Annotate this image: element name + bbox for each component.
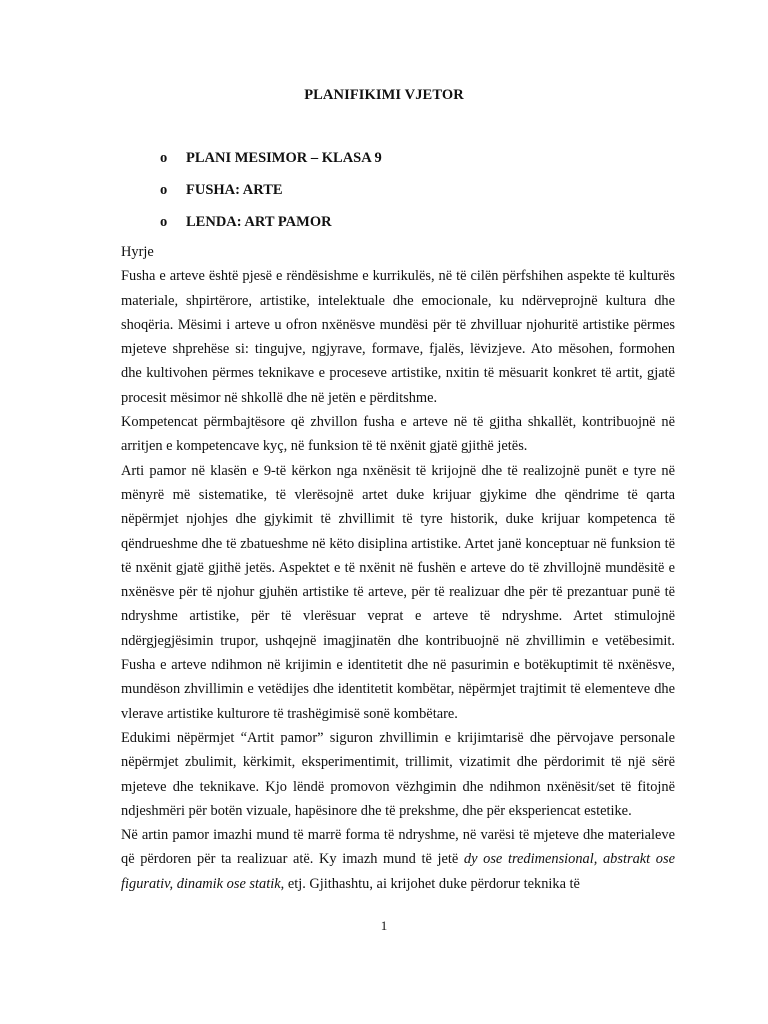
header-list [160,150,382,246]
document-title: PLANIFIKIMI VJETOR [304,87,464,103]
document-body [121,240,675,896]
bullet-marker: o [160,182,168,198]
header-item-field [160,182,382,214]
paragraph-4: Edukimi nëpërmjet “Artit pamor” siguron zhvillimin e krijimtarisë dhe përvojave personale nëpërmjet zbulimit, kërkimit, eksperimentimit, trillimit, vizatimit dhe përdorimit të një sërë mjeteve dhe teknikave. Kjo lëndë promovon vëzhgimin dhe ndihmon nxënësit/set të fitojnë ndjeshmëri për botën vizuale, hapësinore dhe të prekshme, dhe për eksperiencat estetike. [121,729,675,819]
paragraph-5 [121,823,675,896]
section-heading: Hyrje [121,244,154,260]
page-number: 1 [380,918,388,933]
paragraph-3: Arti pamor në klasën e 9-të kërkon nga nxënësit të krijojnë dhe të realizojnë punët e tyre në mënyrë më sistematike, të vlerësojnë artet duke krijuar gjykime dhe qëndrime të qarta nëpërmjet njohjes dhe gjykimit të zhvillimit të tyre historik, duke krijuar kompetenca të qëndrueshme dhe të zbatueshme në këto disiplina artistike. Artet janë konceptuar në funksion të të nxënit gjatë gjithë jetës. Aspektet e të nxënit në fushën e arteve do të zhvillojnë mundësitë e nxënësve për të njohur gjuhën artistike të arteve, për të realizuar dhe për të prezantuar punë të ndryshme artistike, për të vlerësuar veprat e arteve të ndryshme. Artet stimulojnë ndërgjegjësimin trupor, ushqejnë imagjinatën dhe kontribuojnë në zhvillimin e vetëbesimit. Fusha e arteve ndihmon në krijimin e identitetit dhe në pasurimin e botëkuptimit të nxënësve, mundëson zhvillimin e vetëdijes dhe identitetit kombëtar, nëpërmjet trajtimit të elementeve dhe vlerave artistike kulturore të trashëgimisë sonë kombëtare. [121,462,675,722]
header-item-text: FUSHA: ARTE [186,182,283,198]
paragraph-5-end: , etj. Gjithashtu, ai krijohet duke përdorur teknika të [280,875,580,892]
paragraph-1: Fusha e arteve është pjesë e rëndësishme e kurrikulës, në të cilën përfshihen aspekte të kulturës materiale, shpirtërore, artistike, intelektuale dhe emocionale, ku ndërveprojnë kultura dhe shoqëria. Mësimi i arteve u ofron nxënësve mundësi për të zhvilluar njohuritë artistike përmes mjeteve shprehëse si: tingujve, ngjyrave, formave, fjalës, lëvizjeve. Ato mësohen, formohen dhe kultivohen përmes teknikave e proceseve artistike, nxitin të mësuarit konkret të artit, gjatë procesit mësimor në shkollë dhe në jetën e përditshme. [121,268,675,406]
paragraph-5-italic: dy ose tredimensional, abstrakt ose figurativ, dinamik ose statik [121,851,675,892]
paragraph-5-start: Në artin pamor imazhi mund të marrë forma të ndryshme, në varësi të mjeteve dhe materialeve që përdoren për ta realizuar atë. Ky imazh mund të jetë [121,827,675,868]
paragraph-2: Kompetencat përmbajtësore që zhvillon fusha e arteve në të gjitha shkallët, kontribuojnë në arritjen e kompetencave kyç, në funksion të të nxënit gjatë gjithë jetës. [121,414,675,455]
header-item-plan [160,150,382,182]
bullet-marker: o [160,150,168,166]
header-item-text: LENDA: ART PAMOR [186,214,332,230]
header-item-text: PLANI MESIMOR – KLASA 9 [186,150,382,166]
bullet-marker: o [160,214,168,230]
